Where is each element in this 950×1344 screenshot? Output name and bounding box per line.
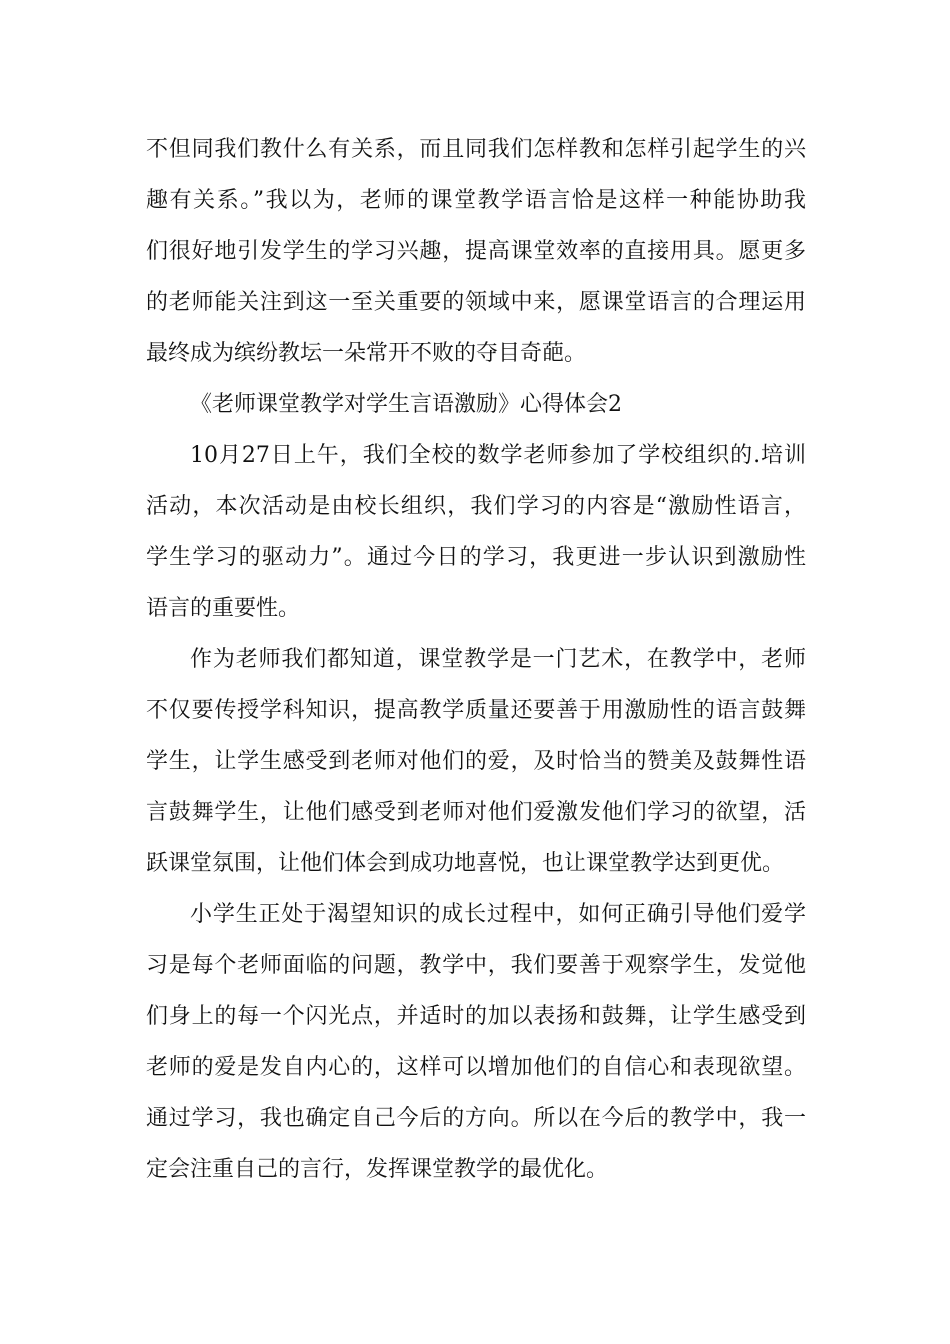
text-line: 们身上的每一个闪光点，并适时的加以表扬和鼓舞，让学生感受到 bbox=[146, 1004, 806, 1029]
text-line: 小学生正处于渴望知识的成长过程中，如何正确引导他们爱学 bbox=[190, 902, 806, 927]
paragraph-training bbox=[146, 430, 806, 634]
text-line: 学生学习的驱动力”。通过今日的学习，我更进一步认识到激励性 bbox=[146, 545, 806, 570]
text-line: 不仅要传授学科知识，提高教学质量还要善于用激励性的语言鼓舞 bbox=[146, 698, 806, 723]
text-line: 作为老师我们都知道，课堂教学是一门艺术，在教学中，老师 bbox=[190, 647, 806, 672]
paragraph-continuation bbox=[146, 124, 806, 379]
text-line: 定会注重自己的言行，发挥课堂教学的最优化。 bbox=[146, 1157, 609, 1182]
text-line: 们很好地引发学生的学习兴趣，提高课堂效率的直接用具。愿更多 bbox=[146, 239, 806, 264]
text-line: 言鼓舞学生，让他们感受到老师对他们爱激发他们学习的欲望，活 bbox=[146, 800, 806, 825]
text-line: 语言的重要性。 bbox=[146, 596, 301, 621]
text-line: 老师的爱是发自内心的，这样可以增加他们的自信心和表现欲望。 bbox=[146, 1055, 806, 1080]
text-line: 的老师能关注到这一至关重要的领域中来，愿课堂语言的合理运用 bbox=[146, 290, 806, 315]
text-line: 10月27日上午，我们全校的数学老师参加了学校组织的.培训 bbox=[190, 443, 806, 468]
text-line: 趣有关系。”我以为，老师的课堂教学语言恰是这样一种能协助我 bbox=[146, 188, 806, 213]
text-line: 跃课堂氛围，让他们体会到成功地喜悦，也让课堂教学达到更优。 bbox=[146, 851, 785, 876]
text-line: 习是每个老师面临的问题，教学中，我们要善于观察学生，发觉他 bbox=[146, 953, 806, 978]
text-line: 学生，让学生感受到老师对他们的爱，及时恰当的赞美及鼓舞性语 bbox=[146, 749, 806, 774]
paragraph-art-of-teaching bbox=[146, 634, 806, 889]
section-heading-text: 《老师课堂教学对学生言语激励》心得体会2 bbox=[190, 392, 622, 417]
text-line: 活动，本次活动是由校长组织，我们学习的内容是“激励性语言， bbox=[146, 494, 806, 519]
section-heading bbox=[146, 379, 806, 430]
paragraph-pupils bbox=[146, 889, 806, 1195]
text-line: 最终成为缤纷教坛一朵常开不败的夺目奇葩。 bbox=[146, 341, 587, 366]
text-line: 通过学习，我也确定自己今后的方向。所以在今后的教学中，我一 bbox=[146, 1106, 806, 1131]
text-line: 不但同我们教什么有关系，而且同我们怎样教和怎样引起学生的兴 bbox=[146, 137, 806, 162]
document-body bbox=[146, 124, 806, 1195]
